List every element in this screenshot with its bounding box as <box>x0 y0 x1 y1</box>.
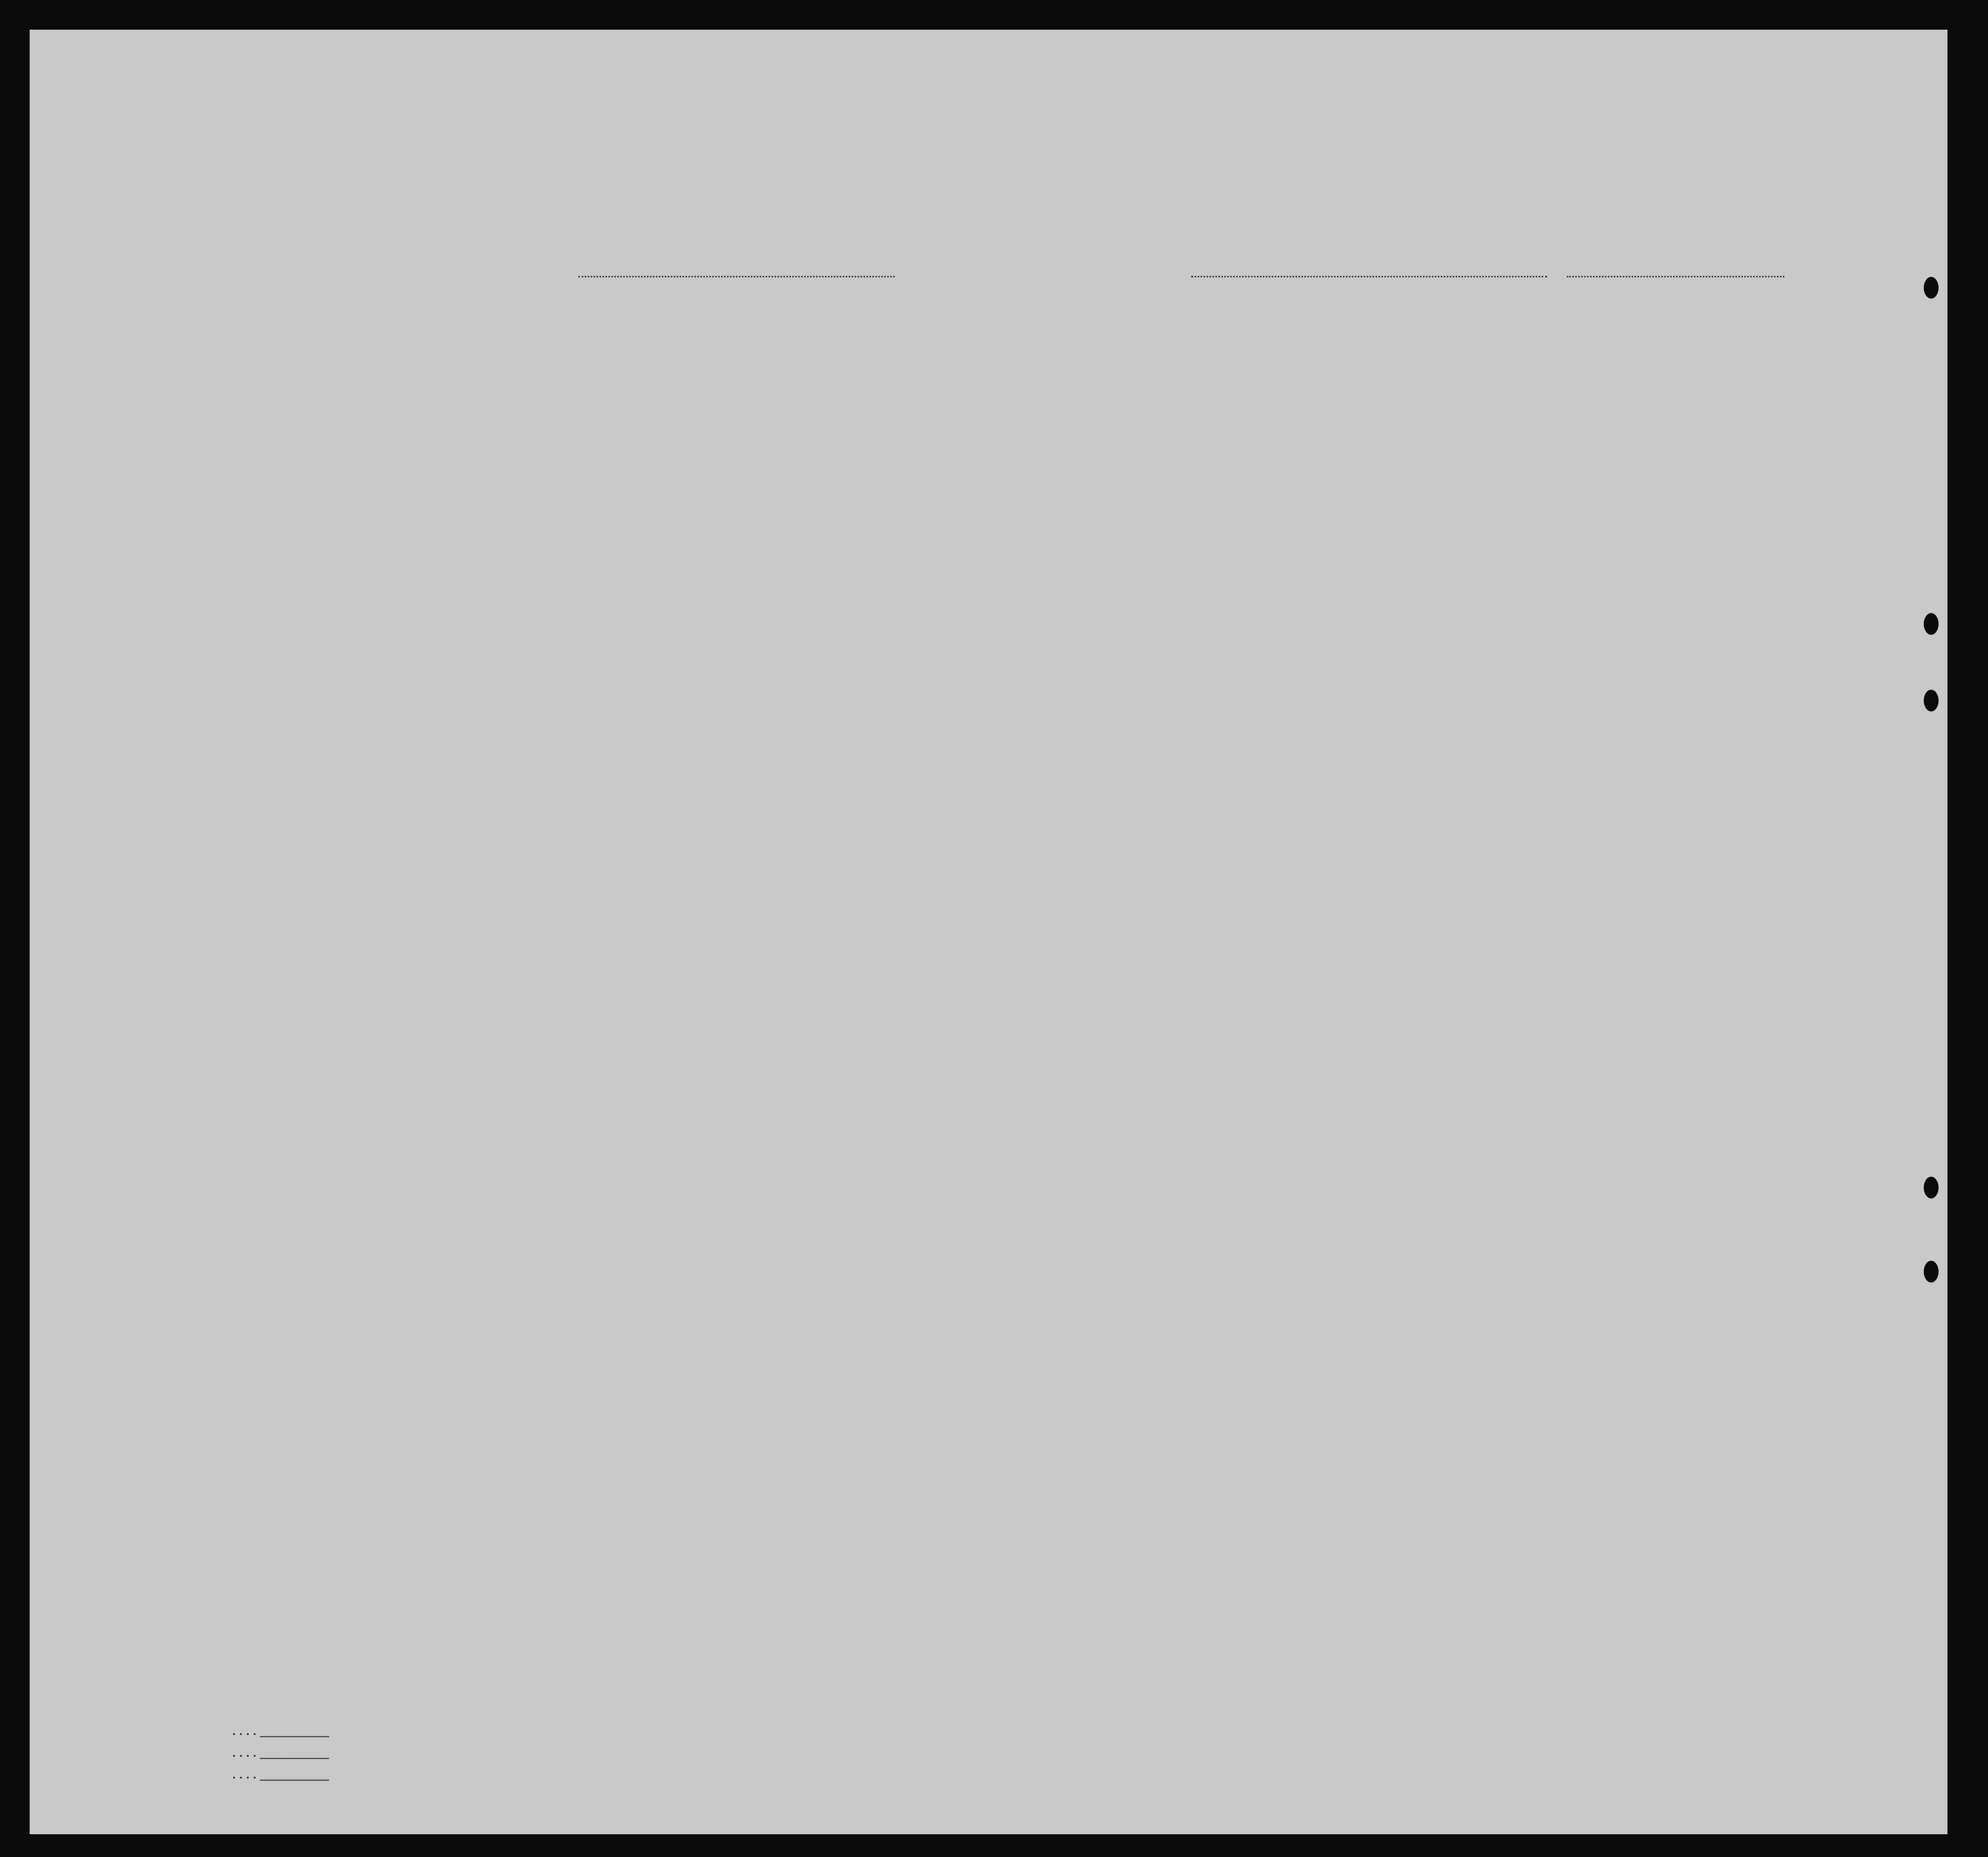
binder-hole <box>1924 613 1939 635</box>
manifest-sheet <box>30 30 1947 1834</box>
binder-hole <box>1924 1177 1939 1198</box>
binder-hole <box>1924 277 1939 299</box>
binder-hole <box>1924 1261 1939 1282</box>
binder-hole <box>1924 690 1939 711</box>
totals: . . . . ______________ . . . . ______________ . . . . ______________ <box>232 1725 329 1781</box>
table-grid <box>30 30 1947 1834</box>
